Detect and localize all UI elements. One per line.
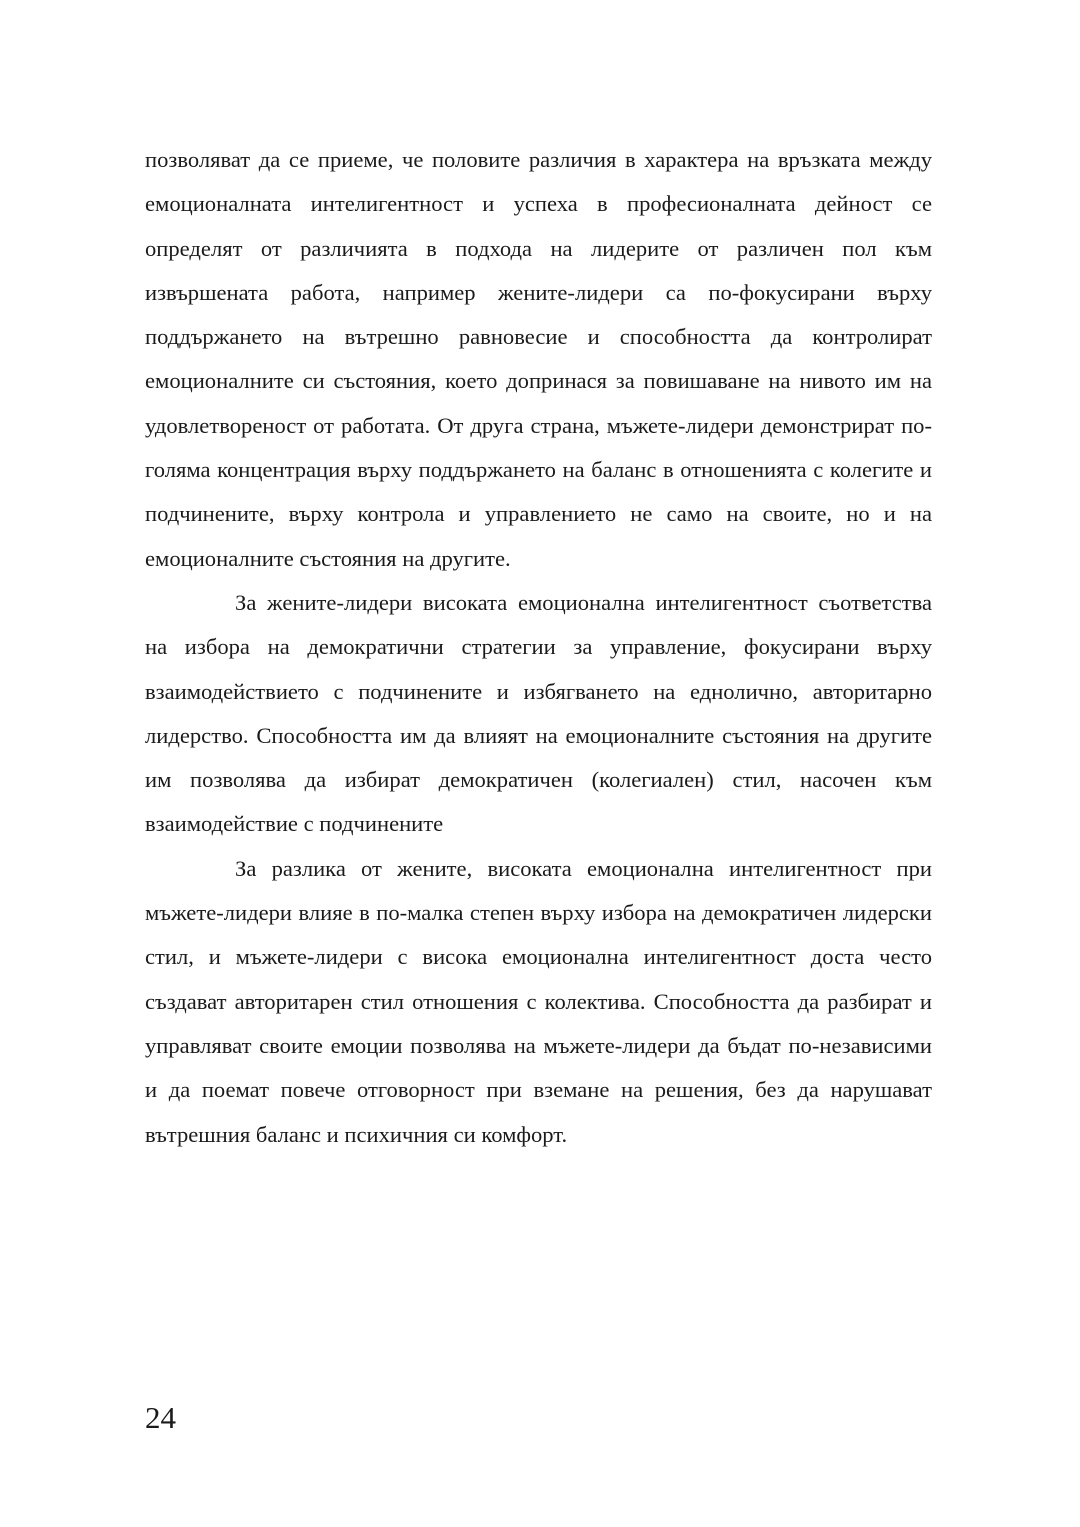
paragraph-2: За жените-лидери високата емоционална интелигентност съответства на избора на демократични стратегии за управление, фокусирани върху взаимодействието с подчинените и избягването на еднолично, авторитарно лидерство. Способността им да влияят на емоционалните състояния на другите им позволява да избират демократичен (колегиален) стил, насочен към взаимодействие с подчинените	[145, 589, 932, 837]
paragraph-1: позволяват да се приеме, че половите различия в характера на връзката между емоционалната интелигентност и успеха в професионалната дейност се определят от различията в подхода на лидерите от различен пол към извършената работа, например жените-лидери са по-фокусирани върху поддържането на вътрешно равновесие и способността да контролират емоционалните си състояния, което допринася за повишаване на нивото им на удовлетвореност от работата. От друга страна, мъжете-лидери демонстрират по-голяма концентрация върху поддържането на баланс в отношенията с колегите и подчинените, върху контрола и управлението не само на своите, но и на емоционалните състояния на другите.	[145, 147, 932, 571]
body-text	[145, 138, 932, 1157]
paragraph-3: За разлика от жените, високата емоционална интелигентност при мъжете-лидери влияе в по-малка степен върху избора на демократичен лидерски стил, и мъжете-лидери с висока емоционална интелигентност доста често създават авторитарен стил отношения с колектива. Способността да разбират и управляват своите емоции позволява на мъжете-лидери да бъдат по-независими и да поемат повече отговорност при вземане на решения, без да нарушават вътрешния баланс и психичния си комфорт.	[145, 855, 932, 1147]
page-number: 24	[145, 1400, 176, 1435]
